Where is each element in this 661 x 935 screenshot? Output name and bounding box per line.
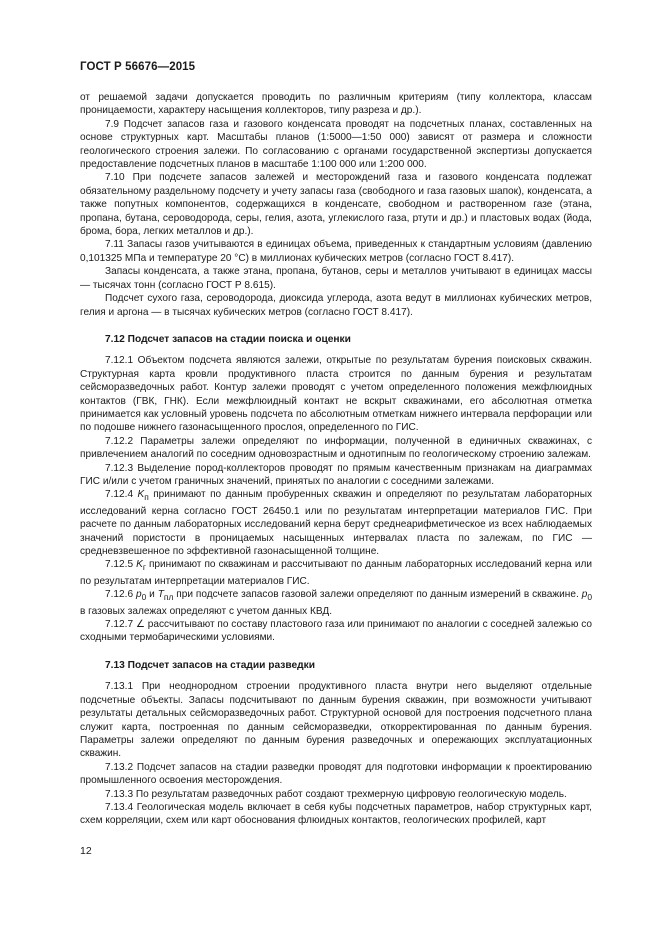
paragraph-7-12-2: 7.12.2 Параметры залежи определяют по информации, полученной в единичных скважинах, с привлечением аналогий по соседним одновозрастным и однотипным по геологическому строению залежам. <box>80 435 592 461</box>
symbol-porosity: K <box>137 489 145 501</box>
symbol-subscript: 0 <box>587 592 592 603</box>
symbol-temperature: T <box>157 589 164 601</box>
paragraph-text: при подсчете запасов газовой залежи определяют по данным измерений в скважине. <box>173 589 582 601</box>
paragraph-7-11-condensate: Запасы конденсата, а также этана, пропана, бутанов, серы и металлов учитывают в единицах массы — тысячах тонн (согласно ГОСТ Р 8.615). <box>80 266 592 291</box>
paragraph-number: 7.12.6 <box>105 589 136 601</box>
paragraph-7-11: 7.11 Запасы газов учитываются в единицах объема, приведенных к стандартным условиям (давлению 0,101325 МПа и температуре 20 °С) в миллионах кубических метров (согласно ГОСТ 8.417). <box>80 239 592 264</box>
paragraph-7-12-3: 7.12.3 Выделение пород-коллекторов проводят по прямым качественным признакам на диаграммах ГИС и/или с учетом граничных значений, принятых по аналогии с соседними залежами. <box>80 462 592 487</box>
page-number: 12 <box>80 845 92 857</box>
paragraph-7-12-6 <box>80 588 592 618</box>
paragraph-7-9: 7.9 Подсчет запасов газа и газового конденсата проводят на подсчетных планах, составленных на основе структурных карт. Масштабы планов (1:5000—1:50 000) зависят от размера и сложности геологического строения залежи. По согласованию с органами государственной экспертизы допускается предоставление подсчетных планов в масштабе 1:100 000 или 1:200 000. <box>80 118 592 171</box>
paragraph-text: принимают по скважинам и рассчитывают по данным лабораторных исследований керна или по результатам интерпретации материалов ГИС. <box>80 559 592 587</box>
symbol-pressure: p <box>581 589 588 601</box>
section-heading-7-13: 7.13 Подсчет запасов на стадии разведки <box>105 659 315 671</box>
section-heading-7-12: 7.12 Подсчет запасов на стадии поиска и оценки <box>105 333 351 345</box>
paragraph-7-12-5 <box>80 558 592 588</box>
paragraph-7-10: 7.10 При подсчете запасов залежей и месторождений газа и газового конденсата подлежат обязательному раздельному подсчету и учету запасы газа (свободного и газа газовых шапок), конденсата, а также попутных компонентов, содержащихся в конденсате, свободном и растворенном газе (этана, пропана, бутана, сероводорода, серы, гелия, азота, углекислого газа, ртути и др.) и пластовых водах (йода, брома, бора, легких металлов и др.). <box>80 172 592 238</box>
paragraph-continuation: от решаемой задачи допускается проводить по различным критериям (типу коллектора, классам проницаемости, характеру насыщения коллекторов, типу разреза и др.). <box>80 92 592 117</box>
symbol-subscript: п <box>144 492 149 503</box>
symbol-pressure: p <box>135 589 142 601</box>
symbol-subscript: г <box>142 562 146 573</box>
paragraph-7-12-7: 7.12.7 ∠ рассчитывают по составу пластового газа или принимают по аналогии с соседней залежью со сходными термобарическими условиями. <box>80 619 592 644</box>
paragraph-7-11-dry-gas: Подсчет сухого газа, сероводорода, диоксида углерода, азота ведут в миллионах кубических метров, гелия и аргона — в тысячах кубических метров (согласно ГОСТ 8.417). <box>80 293 592 318</box>
paragraph-number: 7.12.4 <box>105 489 138 501</box>
document-header: ГОСТ Р 56676—2015 <box>80 61 196 73</box>
paragraph-7-12-1: 7.12.1 Объектом подсчета являются залежи, открытые по результатам бурения поисковых скважин. Структурная карта кровли продуктивного пласта строится по данным бурения и результатам сейсморазведочных работ. Контур залежи проводят с учетом определенного положения межфлюидных контактов (ГВК, ГНК). Если межфлюидный контакт не вскрыт скважинами, его абсолютная отметка принимается как условный уровень подсчета по абсолютным отметкам нижнего интервала перфорации или по подошве нижнего газонасыщенного прослоя, определенного по ГИС. <box>80 355 592 434</box>
conjunction-text: и <box>146 589 158 601</box>
symbol-subscript: 0 <box>141 592 147 603</box>
paragraph-7-13-4: 7.13.4 Геологическая модель включает в себя кубы подсчетных параметров, набор структурных карт, схем корреляции, схем или карт обоснования флюидных контактов, геологических профилей, карт <box>80 801 592 827</box>
paragraph-7-13-3: 7.13.3 По результатам разведочных работ создают трехмерную цифровую геологическую модель. <box>105 788 567 800</box>
paragraph-text: принимают по данным пробуренных скважин и определяют по результатам лабораторных исследований керна согласно ГОСТ 26450.1 или по результатам интерпретации материалов ГИС. При расчете по данным лабораторных исследований керна берут среднеарифметическое из всех наблюдаемых значений пористости в проницаемых насыщенных интервалах пласта по залежам, по ГИС — средневзвешенное по эффективной газонасыщенной толщине. <box>80 489 592 558</box>
document-body <box>80 91 592 828</box>
paragraph-number: 7.12.5 <box>105 559 137 571</box>
paragraph-7-12-4 <box>80 488 592 558</box>
paragraph-7-13-2: 7.13.2 Подсчет запасов на стадии разведки проводят для подготовки информации к проектированию промышленного освоения месторождения. <box>80 761 592 787</box>
paragraph-text: в газовых залежах определяют с учетом данных КВД. <box>80 605 333 617</box>
symbol-subscript: пл <box>163 592 174 603</box>
paragraph-7-13-1: 7.13.1 При неоднородном строении продуктивного пласта внутри него выделяют отдельные подсчетные объекты. Запасы подсчитывают по данным бурения скважин, при возможности учитывают результаты детальных сейсморазведочных работ. Структурной основой для построения подсчетного плана служит карта, построенная по данным сейсморазведки, откорректированная по данным бурения. Параметры залежи определяют по данным бурения разведочных и опережающих эксплуатационных скважин. <box>80 681 592 760</box>
symbol-gas-saturation: K <box>136 559 143 571</box>
